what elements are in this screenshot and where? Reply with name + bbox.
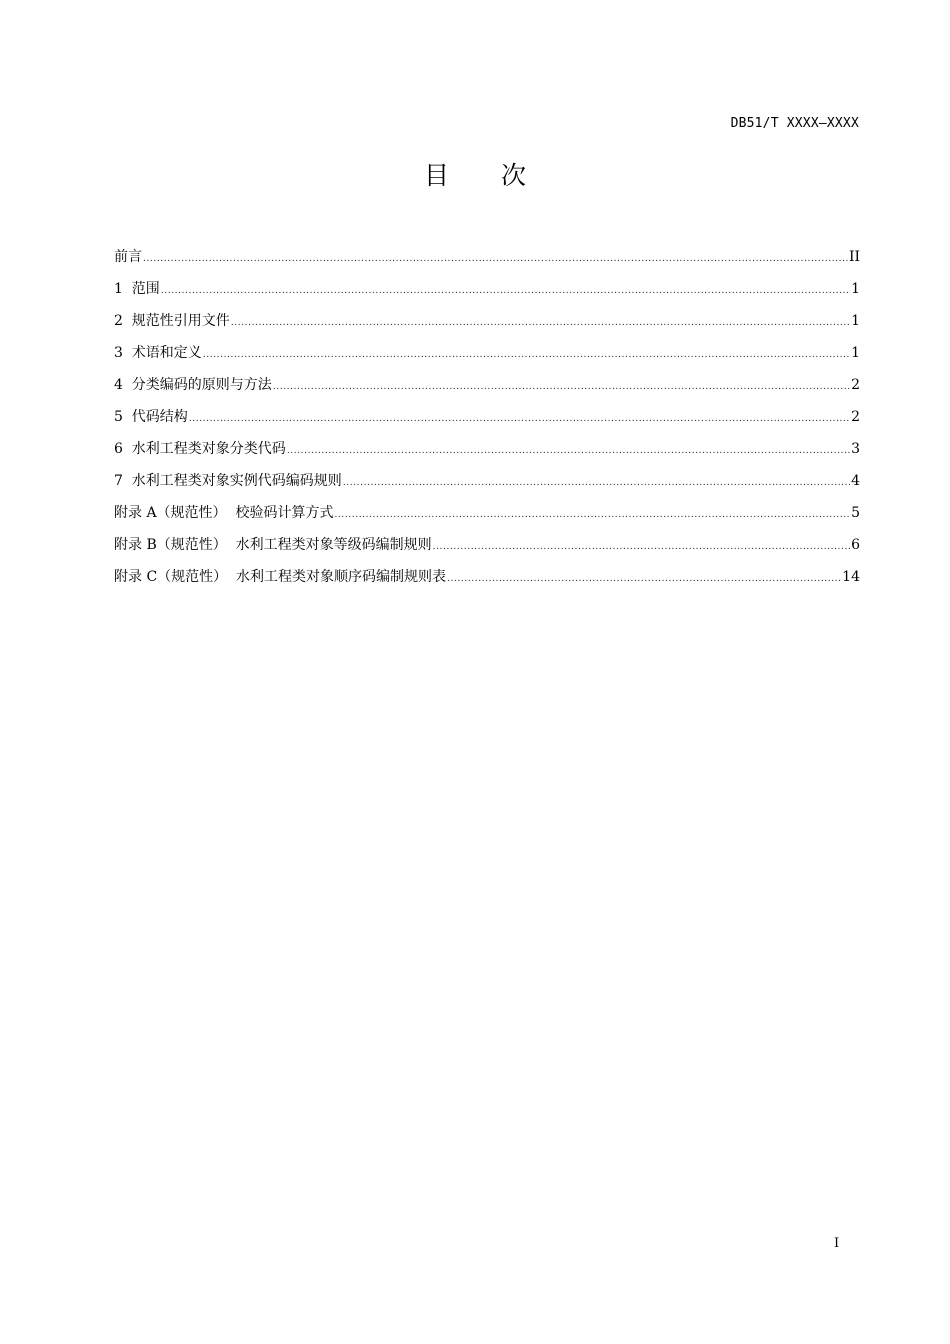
toc-entry-page: 6 <box>851 537 860 553</box>
toc-entry-code-structure[interactable] <box>114 406 860 438</box>
toc-entry-normative-references[interactable] <box>114 310 860 342</box>
toc-entry-label: 前言 <box>114 249 142 265</box>
document-code: DB51/T XXXX—XXXX <box>730 116 859 131</box>
toc-dot-leader <box>447 574 841 584</box>
toc-dot-leader <box>189 414 850 424</box>
toc-entry-page: 1 <box>851 345 860 361</box>
toc-entry-classification-code[interactable] <box>114 438 860 470</box>
toc-entry-label: 6 水利工程类对象分类代码 <box>114 441 286 457</box>
toc-entry-page: 1 <box>851 313 860 329</box>
page-title <box>0 156 950 192</box>
toc-entry-appendix-c[interactable] <box>114 566 860 598</box>
toc-entry-label: 附录 C（规范性） 水利工程类对象顺序码编制规则表 <box>114 569 447 585</box>
toc-entry-label: 4 分类编码的原则与方法 <box>114 377 272 393</box>
toc-entry-page: 4 <box>851 473 860 489</box>
toc-entry-label: 7 水利工程类对象实例代码编码规则 <box>114 473 342 489</box>
page-number: I <box>834 1236 840 1251</box>
toc-entry-instance-code-rules[interactable] <box>114 470 860 502</box>
toc-dot-leader <box>334 510 850 520</box>
title-char-1: 目 <box>423 161 449 190</box>
toc-entry-scope[interactable] <box>114 278 860 310</box>
toc-dot-leader <box>203 350 850 360</box>
table-of-contents <box>114 246 860 598</box>
toc-entry-page: 14 <box>842 569 860 585</box>
toc-dot-leader <box>143 254 848 264</box>
toc-entry-page: 2 <box>851 377 860 393</box>
toc-entry-page: 2 <box>851 409 860 425</box>
toc-entry-appendix-b[interactable] <box>114 534 860 566</box>
toc-entry-page: 1 <box>851 281 860 297</box>
toc-entry-label: 3 术语和定义 <box>114 345 202 361</box>
toc-entry-page: 3 <box>851 441 860 457</box>
title-char-2: 次 <box>501 161 527 190</box>
toc-entry-label: 附录 B（规范性） 水利工程类对象等级码编制规则 <box>114 537 432 553</box>
toc-entry-label: 1 范围 <box>114 281 160 297</box>
toc-entry-label: 附录 A（规范性） 校验码计算方式 <box>114 505 334 521</box>
toc-entry-page: II <box>848 249 860 265</box>
toc-dot-leader <box>273 382 850 392</box>
toc-dot-leader <box>231 318 850 328</box>
toc-entry-page: 5 <box>851 505 860 521</box>
toc-entry-terms[interactable] <box>114 342 860 374</box>
toc-entry-appendix-a[interactable] <box>114 502 860 534</box>
toc-dot-leader <box>343 478 850 488</box>
toc-dot-leader <box>287 446 850 456</box>
toc-entry-foreword[interactable] <box>114 246 860 278</box>
toc-entry-principles[interactable] <box>114 374 860 406</box>
toc-dot-leader <box>433 542 850 552</box>
toc-entry-label: 5 代码结构 <box>114 409 188 425</box>
toc-entry-label: 2 规范性引用文件 <box>114 313 230 329</box>
toc-dot-leader <box>161 286 850 296</box>
